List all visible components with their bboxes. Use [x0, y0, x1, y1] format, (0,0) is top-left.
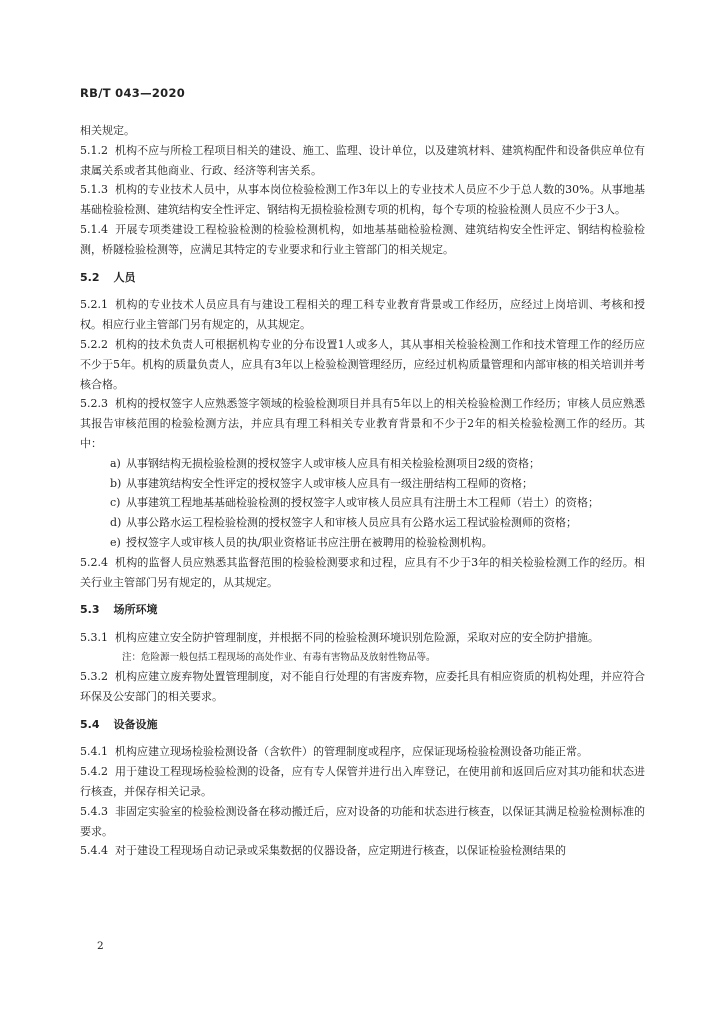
clause-5-2-1: [80, 295, 645, 335]
clause-text: 开展专项类建设工程检验检测的检验检测机构，如地基基础检验检测、建筑结构安全性评定、钢结构检验检测，桥隧检验检测等，应满足其特定的专业要求和行业主管部门的相关规定。: [80, 222, 645, 256]
clause-number: 5.4.3: [80, 804, 108, 818]
clause-number: 5.4.1: [80, 745, 108, 759]
list-item: [80, 493, 645, 513]
list-item: [80, 513, 645, 533]
clause-number: 5.3.2: [80, 669, 108, 683]
list-item: [80, 533, 645, 553]
clause-5-2-2: [80, 335, 645, 394]
clause-text: 非固定实验室的检验检测设备在移动搬迁后，应对设备的功能和状态进行核查，以保证其满足检验检测标准的要求。: [80, 804, 645, 838]
document-body: [80, 121, 645, 861]
clause-5-1-2: [80, 141, 645, 181]
clause-5-1-4: [80, 220, 645, 260]
clause-number: 5.1.2: [80, 143, 108, 157]
clause-text: 机构的技术负责人可根据机构专业的分布设置1人或多人，其从事相关检验检测工作和技术管理工作的经历应不少于5年。机构的质量负责人，应具有3年以上检验检测管理经历，应经过机构质量管理和内部审核的相关培训并考核合格。: [80, 337, 645, 391]
list-marker: d): [110, 516, 122, 530]
list-item-text: 从事建筑工程地基基础检验检测的授权签字人或审核人员应具有注册土木工程师（岩土）的资格；: [126, 496, 599, 510]
continued-text: 相关规定。: [80, 124, 135, 137]
list-item: [80, 474, 645, 494]
clause-number: 5.2.2: [80, 337, 108, 351]
clause-text: 机构应建立安全防护管理制度，并根据不同的检验检测环境识别危险源，采取对应的安全防护措施。: [115, 631, 599, 645]
list-marker: e): [110, 535, 121, 549]
clause-number: 5.1.3: [80, 183, 108, 197]
section-number: 5.2: [80, 270, 100, 284]
clause-text: 机构应建立废弃物处置管理制度，对不能自行处理的有害废弃物，应委托具有相应资质的机构处理，并应符合环保及公安部门的相关要求。: [80, 669, 645, 703]
clause-text: 对于建设工程现场自动记录或采集数据的仪器设备，应定期进行核查，以保证检验检测结果的: [115, 844, 566, 858]
list-item: [80, 454, 645, 474]
clause-text: 机构的授权签字人应熟悉签字领域的检验检测项目并具有5年以上的相关检验检测工作经历；审核人员应熟悉其报告审核范围的检验检测方法，并应具有理工科相关专业教育背景和不少于2年的相关检验检测工作的经历。其中：: [80, 397, 645, 450]
clause-text: 机构的专业技术人员中，从事本岗位检验检测工作3年以上的专业技术人员应不少于总人数的30%。从事地基基础检验检测、建筑结构安全性评定、钢结构无损检验检测专项的机构，每个专项的检验检测人员应不少于3人。: [80, 183, 645, 217]
list-marker: c): [110, 496, 121, 510]
clause-5-1-3: [80, 180, 645, 220]
clause-number: 5.2.4: [80, 555, 108, 569]
clause-text: 机构的监督人员应熟悉其监督范围的检验检测要求和过程，应具有不少于3年的相关检验检测工作的经历。相关行业主管部门另有规定的，从其规定。: [80, 555, 645, 589]
section-heading-5-4: [80, 715, 645, 735]
clause-5-2-4: [80, 553, 645, 593]
clause-number: 5.1.4: [80, 222, 108, 236]
section-number: 5.3: [80, 603, 100, 617]
section-title: 人员: [113, 270, 136, 284]
list-item-text: 从事公路水运工程检验检测的授权签字人和审核人员应具有公路水运工程试验检测师的资格；: [126, 516, 577, 530]
clause-5-4-1: [80, 742, 645, 762]
page-number: 2: [97, 940, 104, 952]
section-heading-5-3: [80, 600, 645, 620]
section-heading-5-2: [80, 268, 645, 288]
section-title: 场所环境: [113, 603, 158, 617]
clause-text: 机构的专业技术人员应具有与建设工程相关的理工科专业教育背景或工作经历，应经过上岗培训、考核和授权。相应行业主管部门另有规定的，从其规定。: [80, 298, 645, 332]
clause-5-3-1: [80, 628, 645, 648]
clause-number: 5.2.1: [80, 298, 108, 312]
list-marker: b): [110, 476, 122, 490]
clause-5-4-3: [80, 802, 645, 842]
standard-code-header: RB/T 043—2020: [80, 86, 186, 100]
clause-5-4-2: [80, 762, 645, 802]
section-number: 5.4: [80, 717, 100, 731]
list-item-text: 从事建筑结构安全性评定的授权签字人或审核人应具有一级注册结构工程师的资格；: [126, 476, 533, 490]
clause-text: 用于建设工程现场检验检测的设备，应有专人保管并进行出入库登记，在使用前和返回后应对其功能和状态进行核查，并保存相关记录。: [80, 765, 645, 798]
section-title: 设备设施: [113, 717, 158, 731]
list-marker: a): [110, 456, 121, 470]
list-item-text: 授权签字人或审核人员的执/职业资格证书应注册在被聘用的检验检测机构。: [126, 535, 493, 549]
clause-5-2-3: [80, 394, 645, 453]
clause-number: 5.3.1: [80, 631, 108, 645]
clause-5-3-2: [80, 667, 645, 707]
clause-5-4-4: [80, 841, 645, 861]
note-text: 注：危险源一般包括工程现场的高处作业、有毒有害物品及放射性物品等。: [122, 651, 436, 663]
list-item-text: 从事钢结构无损检验检测的授权签字人或审核人应具有相关检验检测项目2级的资格；: [126, 456, 540, 470]
clause-number: 5.4.2: [80, 765, 108, 779]
clause-text: 机构应建立现场检验检测设备（含软件）的管理制度或程序，应保证现场检验检测设备功能正常。: [115, 745, 588, 759]
clause-number: 5.2.3: [80, 397, 108, 411]
clause-number: 5.4.4: [80, 844, 108, 858]
clause-text: 机构不应与所检工程项目相关的建设、施工、监理、设计单位，以及建筑材料、建筑构配件和设备供应单位有隶属关系或者其他商业、行政、经济等利害关系。: [80, 143, 645, 177]
